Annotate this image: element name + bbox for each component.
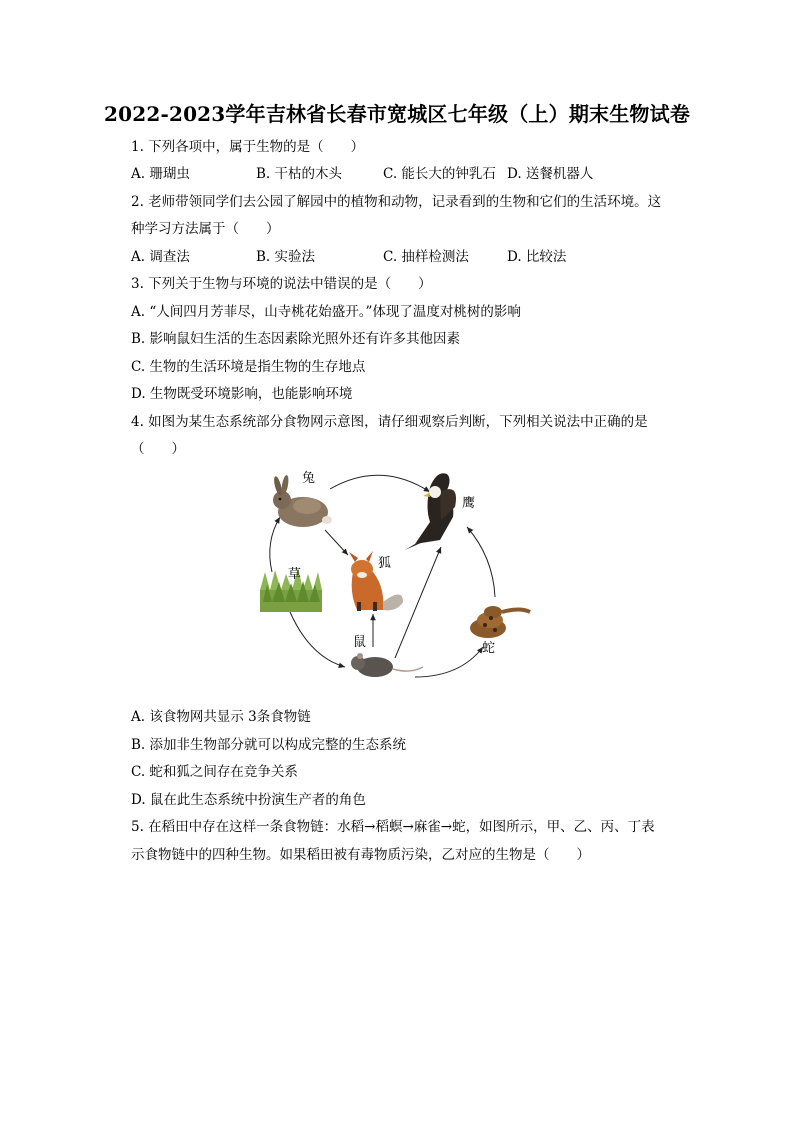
q3-option-c: C. 生物的生活环境是指生物的生存地点 bbox=[131, 359, 366, 375]
q3-option-a: A. “人间四月芳菲尽，山寺桃花始盛开。”体现了温度对桃树的影响 bbox=[131, 304, 521, 320]
arrow-rabbit-to-fox bbox=[325, 530, 348, 555]
question-4-stem-line2: （ ） bbox=[131, 441, 185, 457]
q2-option-b: B. 实验法 bbox=[256, 249, 316, 265]
question-4-stem-line1: 4. 如图为某生态系统部分食物网示意图，请仔细观察后判断，下列相关说法中正确的是 bbox=[131, 414, 648, 430]
question-3-stem: 3. 下列关于生物与环境的说法中错误的是（ ） bbox=[131, 276, 432, 292]
q1-option-c: C. 能长大的钟乳石 bbox=[383, 166, 496, 182]
q1-option-d: D. 送餐机器人 bbox=[507, 166, 594, 182]
label-mouse: 鼠 bbox=[353, 635, 367, 650]
label-rabbit: 兔 bbox=[302, 471, 316, 486]
arrow-grass-to-mouse bbox=[290, 612, 345, 667]
label-fox: 狐 bbox=[378, 556, 392, 571]
label-eagle: 鹰 bbox=[462, 496, 476, 511]
q3-option-b: B. 影响鼠妇生活的生态因素除光照外还有许多其他因素 bbox=[131, 331, 461, 347]
q2-option-c: C. 抽样检测法 bbox=[383, 249, 469, 265]
eagle-image bbox=[405, 473, 456, 550]
question-2-stem-line1: 2. 老师带领同学们去公园了解园中的植物和动物，记录看到的生物和它们的生活环境。这 bbox=[131, 194, 662, 210]
question-1-stem: 1. 下列各项中，属于生物的是（ ） bbox=[131, 139, 365, 155]
q4-option-d: D. 鼠在此生态系统中扮演生产者的角色 bbox=[131, 792, 366, 808]
fox-image bbox=[349, 551, 403, 611]
food-web-figure bbox=[245, 462, 545, 687]
q2-option-d: D. 比较法 bbox=[507, 249, 567, 265]
q1-option-a: A. 珊瑚虫 bbox=[131, 166, 190, 182]
label-grass: 草 bbox=[288, 567, 302, 582]
question-5-stem-line1: 5. 在稻田中存在这样一条食物链：水稻→稻螟→麻雀→蛇，如图所示，甲、乙、丙、丁表 bbox=[131, 819, 655, 835]
q4-option-c: C. 蛇和狐之间存在竞争关系 bbox=[131, 764, 298, 780]
question-2-stem-line2: 种学习方法属于（ ） bbox=[131, 221, 280, 237]
q1-option-b: B. 干枯的木头 bbox=[256, 166, 343, 182]
q4-option-b: B. 添加非生物部分就可以构成完整的生态系统 bbox=[131, 737, 407, 753]
arrow-rabbit-to-eagle bbox=[330, 475, 430, 492]
arrow-mouse-to-snake bbox=[415, 647, 483, 677]
q3-option-d: D. 生物既受环境影响，也能影响环境 bbox=[131, 386, 353, 402]
label-snake: 蛇 bbox=[482, 641, 496, 656]
arrow-grass-to-rabbit bbox=[270, 517, 280, 572]
snake-image bbox=[470, 606, 530, 638]
arrow-snake-to-eagle bbox=[467, 527, 495, 597]
question-5-stem-line2: 示食物链中的四种生物。如果稻田被有毒物质污染，乙对应的生物是（ ） bbox=[131, 847, 590, 863]
mouse-image bbox=[351, 653, 423, 677]
q2-option-a: A. 调查法 bbox=[131, 249, 190, 265]
q4-option-a: A. 该食物网共显示 3条食物链 bbox=[131, 709, 311, 725]
page-title: 2022-2023学年吉林省长春市宽城区七年级（上）期末生物试卷 bbox=[103, 102, 691, 126]
